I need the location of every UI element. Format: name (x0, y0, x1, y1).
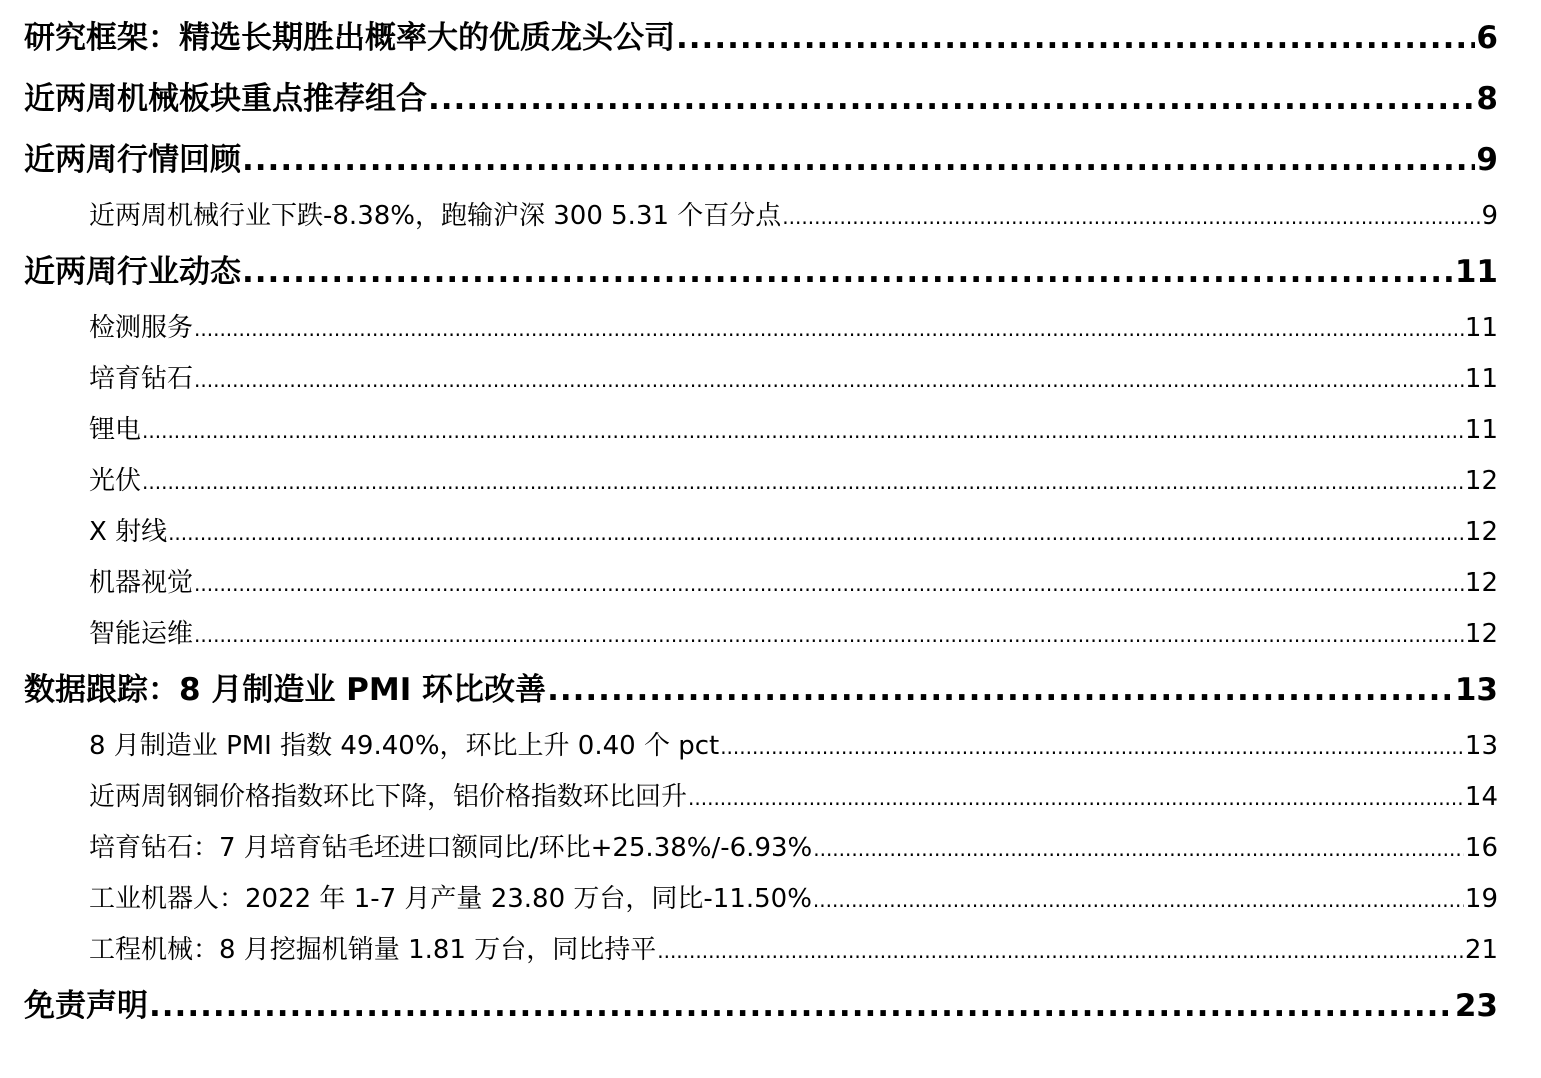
toc-subentry-smart-maintenance[interactable] (24, 609, 1498, 660)
toc-dot-leader (720, 722, 1464, 773)
toc-entry-title: 研究框架：精选长期胜出概率大的优质龙头公司 (24, 20, 675, 56)
toc-entry-research-framework[interactable] (24, 8, 1498, 69)
toc-entry-page-number: 13 (1464, 731, 1498, 761)
toc-subentry-lab-diamonds[interactable] (24, 354, 1498, 405)
toc-entry-data-tracking[interactable] (24, 660, 1498, 721)
toc-dot-leader (242, 130, 1475, 191)
toc-entry-market-review[interactable] (24, 130, 1498, 191)
toc-entry-page-number: 6 (1476, 20, 1498, 56)
toc-subentry-industry-decline[interactable] (24, 191, 1498, 242)
toc-entry-title: X 射线 (89, 517, 168, 547)
toc-entry-page-number: 11 (1464, 313, 1498, 343)
toc-entry-page-number: 12 (1464, 619, 1498, 649)
toc-dot-leader (657, 926, 1464, 977)
toc-entry-title: 智能运维 (89, 619, 194, 649)
toc-dot-leader (142, 457, 1464, 508)
toc-dot-leader (676, 8, 1475, 69)
toc-subentry-testing-services[interactable] (24, 303, 1498, 354)
toc-dot-leader (194, 304, 1464, 355)
toc-dot-leader (813, 875, 1464, 926)
toc-dot-leader (194, 355, 1464, 406)
toc-entry-title: 近两周行业动态 (24, 254, 241, 290)
toc-subentry-lithium[interactable] (24, 405, 1498, 456)
toc-entry-title: 免责声明 (24, 988, 148, 1024)
toc-subentry-photovoltaic[interactable] (24, 456, 1498, 507)
table-of-contents (24, 8, 1498, 1037)
toc-dot-leader (194, 610, 1464, 661)
toc-entry-page-number: 11 (1464, 415, 1498, 445)
toc-entry-page-number: 8 (1476, 81, 1498, 117)
toc-dot-leader (149, 976, 1454, 1037)
toc-entry-page-number: 16 (1464, 833, 1498, 863)
toc-entry-title: 数据跟踪：8 月制造业 PMI 环比改善 (24, 672, 547, 708)
toc-dot-leader (242, 242, 1454, 303)
toc-entry-page-number: 21 (1464, 935, 1498, 965)
toc-entry-title: 机器视觉 (89, 568, 194, 598)
toc-dot-leader (547, 660, 1454, 721)
toc-entry-page-number: 14 (1464, 782, 1498, 812)
toc-entry-page-number: 13 (1454, 672, 1498, 708)
toc-entry-disclaimer[interactable] (24, 976, 1498, 1037)
toc-dot-leader (782, 192, 1480, 243)
toc-subentry-pmi-index[interactable] (24, 721, 1498, 772)
toc-dot-leader (688, 773, 1464, 824)
toc-entry-page-number: 19 (1464, 884, 1498, 914)
toc-entry-title: 培育钻石：7 月培育钻毛坯进口额同比/环比+25.38%/-6.93% (89, 833, 813, 863)
toc-entry-page-number: 12 (1464, 568, 1498, 598)
toc-subentry-industrial-robots[interactable] (24, 874, 1498, 925)
toc-subentry-x-ray[interactable] (24, 507, 1498, 558)
toc-entry-title: 近两周行情回顾 (24, 142, 241, 178)
toc-dot-leader (142, 406, 1464, 457)
toc-subentry-construction-machinery[interactable] (24, 925, 1498, 976)
toc-entry-title: 近两周钢铜价格指数环比下降，铝价格指数环比回升 (89, 782, 688, 812)
toc-entry-industry-news[interactable] (24, 242, 1498, 303)
toc-entry-page-number: 12 (1464, 517, 1498, 547)
toc-entry-page-number: 9 (1476, 142, 1498, 178)
toc-entry-page-number: 11 (1454, 254, 1498, 290)
toc-entry-page-number: 12 (1464, 466, 1498, 496)
toc-entry-title: 光伏 (89, 466, 142, 496)
toc-entry-page-number: 11 (1464, 364, 1498, 394)
toc-entry-title: 培育钻石 (89, 364, 194, 394)
toc-subentry-diamond-imports[interactable] (24, 823, 1498, 874)
toc-dot-leader (428, 69, 1475, 130)
toc-subentry-machine-vision[interactable] (24, 558, 1498, 609)
toc-dot-leader (168, 508, 1464, 559)
toc-entry-title: 工业机器人：2022 年 1-7 月产量 23.80 万台，同比-11.50% (89, 884, 812, 914)
toc-entry-title: 8 月制造业 PMI 指数 49.40%，环比上升 0.40 个 pct (89, 731, 720, 761)
toc-subentry-metal-prices[interactable] (24, 772, 1498, 823)
toc-entry-title: 工程机械：8 月挖掘机销量 1.81 万台，同比持平 (89, 935, 657, 965)
toc-entry-page-number: 23 (1454, 988, 1498, 1024)
toc-dot-leader (194, 559, 1464, 610)
toc-entry-title: 锂电 (89, 415, 142, 445)
toc-entry-title: 近两周机械板块重点推荐组合 (24, 81, 427, 117)
toc-entry-page-number: 9 (1481, 201, 1498, 231)
toc-dot-leader (813, 824, 1464, 875)
toc-entry-title: 检测服务 (89, 313, 194, 343)
toc-entry-recommended-portfolio[interactable] (24, 69, 1498, 130)
toc-entry-title: 近两周机械行业下跌-8.38%，跑输沪深 300 5.31 个百分点 (89, 201, 782, 231)
